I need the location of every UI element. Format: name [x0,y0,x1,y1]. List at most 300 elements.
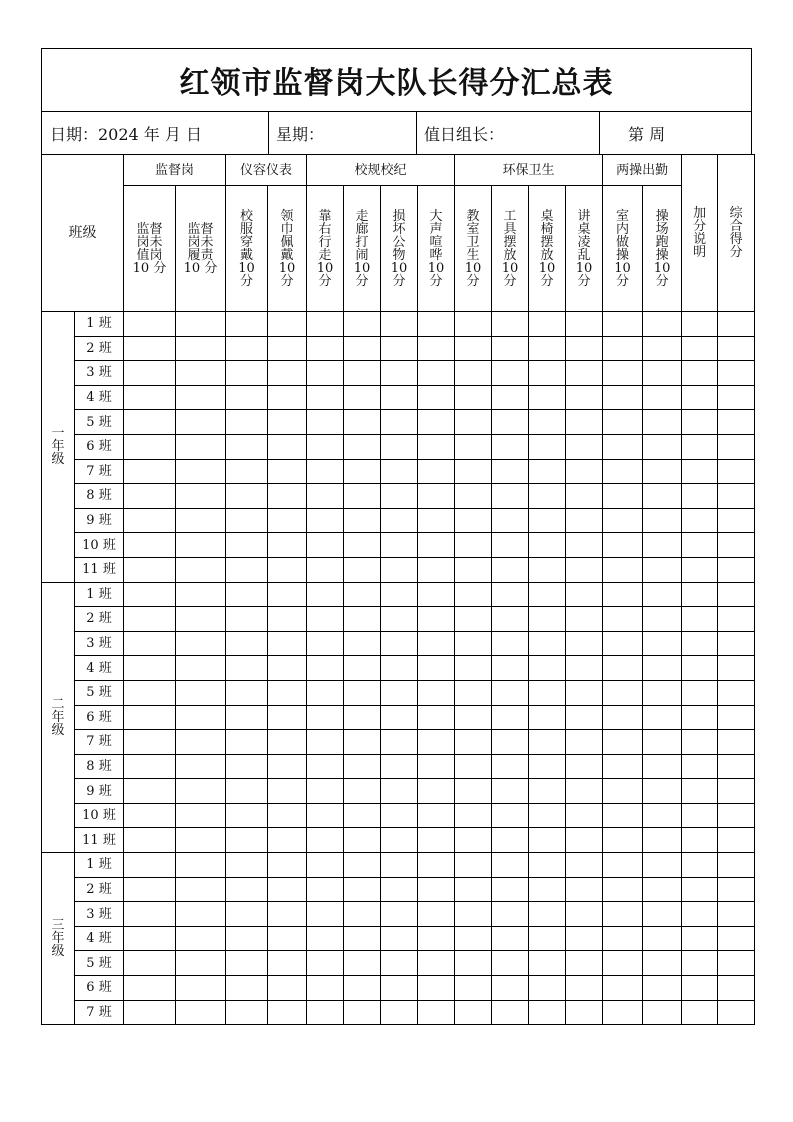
score-cell[interactable] [682,853,718,878]
score-cell[interactable] [455,410,492,435]
score-cell[interactable] [381,705,418,730]
score-cell[interactable] [492,508,529,533]
score-cell[interactable] [566,312,603,337]
score-cell[interactable] [529,754,566,779]
score-cell[interactable] [307,410,344,435]
score-cell[interactable] [529,336,566,361]
score-cell[interactable] [344,582,381,607]
score-cell[interactable] [268,976,307,1001]
score-cell[interactable] [492,385,529,410]
score-cell[interactable] [492,312,529,337]
score-cell[interactable] [455,853,492,878]
score-cell[interactable] [643,877,682,902]
score-cell[interactable] [529,902,566,927]
score-cell[interactable] [176,951,226,976]
score-cell[interactable] [566,853,603,878]
score-cell[interactable] [124,385,176,410]
score-cell[interactable] [529,607,566,632]
score-cell[interactable] [418,533,455,558]
score-cell[interactable] [418,705,455,730]
score-cell[interactable] [176,803,226,828]
score-cell[interactable] [381,828,418,853]
score-cell[interactable] [529,951,566,976]
score-cell[interactable] [603,508,643,533]
score-cell[interactable] [344,1000,381,1025]
score-cell[interactable] [529,680,566,705]
score-cell[interactable] [718,557,755,582]
score-cell[interactable] [492,803,529,828]
score-cell[interactable] [492,926,529,951]
score-cell[interactable] [682,533,718,558]
score-cell[interactable] [344,779,381,804]
score-cell[interactable] [682,705,718,730]
score-cell[interactable] [455,779,492,804]
score-cell[interactable] [268,336,307,361]
score-cell[interactable] [418,951,455,976]
score-cell[interactable] [643,902,682,927]
score-cell[interactable] [226,557,268,582]
score-cell[interactable] [492,1000,529,1025]
score-cell[interactable] [124,779,176,804]
score-cell[interactable] [418,853,455,878]
score-cell[interactable] [307,1000,344,1025]
score-cell[interactable] [492,434,529,459]
score-cell[interactable] [307,680,344,705]
score-cell[interactable] [226,754,268,779]
score-cell[interactable] [418,877,455,902]
score-cell[interactable] [418,582,455,607]
score-cell[interactable] [718,607,755,632]
score-cell[interactable] [603,902,643,927]
score-cell[interactable] [455,976,492,1001]
score-cell[interactable] [603,385,643,410]
score-cell[interactable] [682,779,718,804]
weekday-field[interactable]: 星期： [276,124,325,144]
score-cell[interactable] [682,656,718,681]
score-cell[interactable] [718,582,755,607]
score-cell[interactable] [124,853,176,878]
score-cell[interactable] [226,361,268,386]
score-cell[interactable] [344,484,381,509]
score-cell[interactable] [268,557,307,582]
score-cell[interactable] [418,779,455,804]
score-cell[interactable] [124,508,176,533]
score-cell[interactable] [643,680,682,705]
score-cell[interactable] [307,336,344,361]
score-cell[interactable] [268,385,307,410]
score-cell[interactable] [718,951,755,976]
score-cell[interactable] [226,336,268,361]
score-cell[interactable] [718,508,755,533]
score-cell[interactable] [643,951,682,976]
score-cell[interactable] [226,459,268,484]
score-cell[interactable] [603,680,643,705]
score-cell[interactable] [418,754,455,779]
score-cell[interactable] [603,656,643,681]
score-cell[interactable] [682,680,718,705]
score-cell[interactable] [418,976,455,1001]
score-cell[interactable] [268,631,307,656]
score-cell[interactable] [176,312,226,337]
score-cell[interactable] [381,779,418,804]
score-cell[interactable] [418,434,455,459]
score-cell[interactable] [603,557,643,582]
score-cell[interactable] [718,410,755,435]
score-cell[interactable] [643,607,682,632]
score-cell[interactable] [566,803,603,828]
score-cell[interactable] [455,754,492,779]
score-cell[interactable] [124,361,176,386]
score-cell[interactable] [176,607,226,632]
score-cell[interactable] [307,976,344,1001]
leader-field[interactable]: 值日组长： [424,124,505,144]
score-cell[interactable] [603,803,643,828]
score-cell[interactable] [566,779,603,804]
score-cell[interactable] [455,557,492,582]
score-cell[interactable] [603,607,643,632]
score-cell[interactable] [344,508,381,533]
score-cell[interactable] [124,336,176,361]
score-cell[interactable] [529,926,566,951]
score-cell[interactable] [529,508,566,533]
score-cell[interactable] [226,607,268,632]
score-cell[interactable] [226,926,268,951]
score-cell[interactable] [455,508,492,533]
score-cell[interactable] [268,582,307,607]
week-field[interactable]: 第 周 [628,124,666,144]
score-cell[interactable] [124,754,176,779]
score-cell[interactable] [492,582,529,607]
score-cell[interactable] [124,730,176,755]
score-cell[interactable] [603,754,643,779]
score-cell[interactable] [268,828,307,853]
score-cell[interactable] [529,484,566,509]
score-cell[interactable] [492,951,529,976]
score-cell[interactable] [176,533,226,558]
score-cell[interactable] [307,779,344,804]
score-cell[interactable] [124,434,176,459]
score-cell[interactable] [381,336,418,361]
score-cell[interactable] [176,557,226,582]
score-cell[interactable] [566,434,603,459]
score-cell[interactable] [344,828,381,853]
score-cell[interactable] [455,951,492,976]
score-cell[interactable] [455,705,492,730]
score-cell[interactable] [566,828,603,853]
score-cell[interactable] [529,656,566,681]
score-cell[interactable] [455,312,492,337]
score-cell[interactable] [718,926,755,951]
score-cell[interactable] [418,631,455,656]
score-cell[interactable] [344,853,381,878]
score-cell[interactable] [268,705,307,730]
score-cell[interactable] [603,853,643,878]
score-cell[interactable] [492,828,529,853]
score-cell[interactable] [124,533,176,558]
score-cell[interactable] [455,385,492,410]
score-cell[interactable] [718,361,755,386]
score-cell[interactable] [529,631,566,656]
score-cell[interactable] [268,508,307,533]
score-cell[interactable] [529,779,566,804]
score-cell[interactable] [455,607,492,632]
score-cell[interactable] [307,877,344,902]
score-cell[interactable] [718,1000,755,1025]
score-cell[interactable] [176,902,226,927]
score-cell[interactable] [492,336,529,361]
score-cell[interactable] [176,434,226,459]
score-cell[interactable] [682,828,718,853]
score-cell[interactable] [566,926,603,951]
score-cell[interactable] [566,1000,603,1025]
score-cell[interactable] [344,877,381,902]
score-cell[interactable] [643,582,682,607]
score-cell[interactable] [226,656,268,681]
score-cell[interactable] [566,361,603,386]
score-cell[interactable] [226,951,268,976]
score-cell[interactable] [307,828,344,853]
score-cell[interactable] [226,410,268,435]
score-cell[interactable] [381,385,418,410]
score-cell[interactable] [307,754,344,779]
score-cell[interactable] [124,828,176,853]
score-cell[interactable] [268,754,307,779]
score-cell[interactable] [529,557,566,582]
score-cell[interactable] [492,853,529,878]
score-cell[interactable] [492,459,529,484]
score-cell[interactable] [682,607,718,632]
score-cell[interactable] [529,385,566,410]
score-cell[interactable] [418,410,455,435]
score-cell[interactable] [718,754,755,779]
score-cell[interactable] [455,459,492,484]
score-cell[interactable] [268,680,307,705]
score-cell[interactable] [176,631,226,656]
score-cell[interactable] [124,1000,176,1025]
score-cell[interactable] [124,680,176,705]
score-cell[interactable] [718,976,755,1001]
score-cell[interactable] [344,459,381,484]
score-cell[interactable] [226,803,268,828]
score-cell[interactable] [176,484,226,509]
score-cell[interactable] [124,582,176,607]
score-cell[interactable] [344,434,381,459]
score-cell[interactable] [682,336,718,361]
score-cell[interactable] [455,434,492,459]
score-cell[interactable] [344,754,381,779]
score-cell[interactable] [307,607,344,632]
score-cell[interactable] [344,631,381,656]
score-cell[interactable] [566,730,603,755]
score-cell[interactable] [176,926,226,951]
score-cell[interactable] [381,853,418,878]
score-cell[interactable] [682,557,718,582]
score-cell[interactable] [529,1000,566,1025]
score-cell[interactable] [176,828,226,853]
score-cell[interactable] [381,631,418,656]
score-cell[interactable] [381,533,418,558]
score-cell[interactable] [492,976,529,1001]
score-cell[interactable] [418,656,455,681]
score-cell[interactable] [455,680,492,705]
score-cell[interactable] [643,730,682,755]
score-cell[interactable] [718,656,755,681]
score-cell[interactable] [226,779,268,804]
score-cell[interactable] [643,853,682,878]
score-cell[interactable] [455,730,492,755]
score-cell[interactable] [566,656,603,681]
score-cell[interactable] [682,976,718,1001]
score-cell[interactable] [176,385,226,410]
score-cell[interactable] [718,631,755,656]
score-cell[interactable] [566,533,603,558]
score-cell[interactable] [566,902,603,927]
score-cell[interactable] [307,853,344,878]
score-cell[interactable] [381,902,418,927]
score-cell[interactable] [381,312,418,337]
score-cell[interactable] [381,803,418,828]
score-cell[interactable] [124,902,176,927]
score-cell[interactable] [176,656,226,681]
score-cell[interactable] [226,877,268,902]
score-cell[interactable] [682,902,718,927]
score-cell[interactable] [418,484,455,509]
score-cell[interactable] [226,385,268,410]
score-cell[interactable] [344,312,381,337]
score-cell[interactable] [307,484,344,509]
score-cell[interactable] [718,484,755,509]
score-cell[interactable] [226,582,268,607]
score-cell[interactable] [492,410,529,435]
score-cell[interactable] [566,557,603,582]
score-cell[interactable] [176,754,226,779]
score-cell[interactable] [455,484,492,509]
score-cell[interactable] [268,410,307,435]
score-cell[interactable] [492,484,529,509]
score-cell[interactable] [124,926,176,951]
score-cell[interactable] [566,951,603,976]
score-cell[interactable] [307,508,344,533]
score-cell[interactable] [529,312,566,337]
score-cell[interactable] [226,312,268,337]
score-cell[interactable] [124,459,176,484]
score-cell[interactable] [603,779,643,804]
score-cell[interactable] [344,336,381,361]
score-cell[interactable] [176,1000,226,1025]
score-cell[interactable] [566,484,603,509]
score-cell[interactable] [529,705,566,730]
score-cell[interactable] [529,877,566,902]
score-cell[interactable] [643,312,682,337]
score-cell[interactable] [529,533,566,558]
score-cell[interactable] [682,582,718,607]
score-cell[interactable] [268,926,307,951]
score-cell[interactable] [682,631,718,656]
score-cell[interactable] [529,976,566,1001]
score-cell[interactable] [566,680,603,705]
score-cell[interactable] [566,877,603,902]
score-cell[interactable] [718,533,755,558]
score-cell[interactable] [381,508,418,533]
score-cell[interactable] [381,607,418,632]
score-cell[interactable] [226,508,268,533]
score-cell[interactable] [226,484,268,509]
score-cell[interactable] [124,410,176,435]
score-cell[interactable] [603,459,643,484]
score-cell[interactable] [307,385,344,410]
score-cell[interactable] [307,951,344,976]
score-cell[interactable] [344,730,381,755]
score-cell[interactable] [381,656,418,681]
score-cell[interactable] [418,803,455,828]
score-cell[interactable] [603,336,643,361]
score-cell[interactable] [268,853,307,878]
score-cell[interactable] [176,361,226,386]
score-cell[interactable] [344,557,381,582]
score-cell[interactable] [344,951,381,976]
score-cell[interactable] [682,803,718,828]
score-cell[interactable] [307,434,344,459]
score-cell[interactable] [566,459,603,484]
score-cell[interactable] [718,853,755,878]
score-cell[interactable] [381,484,418,509]
score-cell[interactable] [682,484,718,509]
score-cell[interactable] [418,336,455,361]
score-cell[interactable] [455,656,492,681]
score-cell[interactable] [307,902,344,927]
score-cell[interactable] [226,976,268,1001]
score-cell[interactable] [226,730,268,755]
score-cell[interactable] [718,705,755,730]
score-cell[interactable] [603,976,643,1001]
score-cell[interactable] [682,385,718,410]
score-cell[interactable] [566,508,603,533]
score-cell[interactable] [643,557,682,582]
score-cell[interactable] [344,926,381,951]
score-cell[interactable] [529,361,566,386]
score-cell[interactable] [643,803,682,828]
score-cell[interactable] [492,607,529,632]
score-cell[interactable] [603,828,643,853]
score-cell[interactable] [124,312,176,337]
score-cell[interactable] [492,361,529,386]
score-cell[interactable] [418,459,455,484]
score-cell[interactable] [603,730,643,755]
score-cell[interactable] [307,730,344,755]
score-cell[interactable] [268,803,307,828]
score-cell[interactable] [566,754,603,779]
score-cell[interactable] [176,877,226,902]
score-cell[interactable] [418,828,455,853]
score-cell[interactable] [682,926,718,951]
score-cell[interactable] [268,730,307,755]
score-cell[interactable] [381,582,418,607]
score-cell[interactable] [682,730,718,755]
score-cell[interactable] [529,828,566,853]
score-cell[interactable] [603,631,643,656]
score-cell[interactable] [492,754,529,779]
score-cell[interactable] [268,656,307,681]
score-cell[interactable] [307,705,344,730]
score-cell[interactable] [124,607,176,632]
score-cell[interactable] [643,705,682,730]
score-cell[interactable] [307,631,344,656]
score-cell[interactable] [268,484,307,509]
score-cell[interactable] [381,926,418,951]
score-cell[interactable] [492,680,529,705]
score-cell[interactable] [344,607,381,632]
score-cell[interactable] [307,459,344,484]
